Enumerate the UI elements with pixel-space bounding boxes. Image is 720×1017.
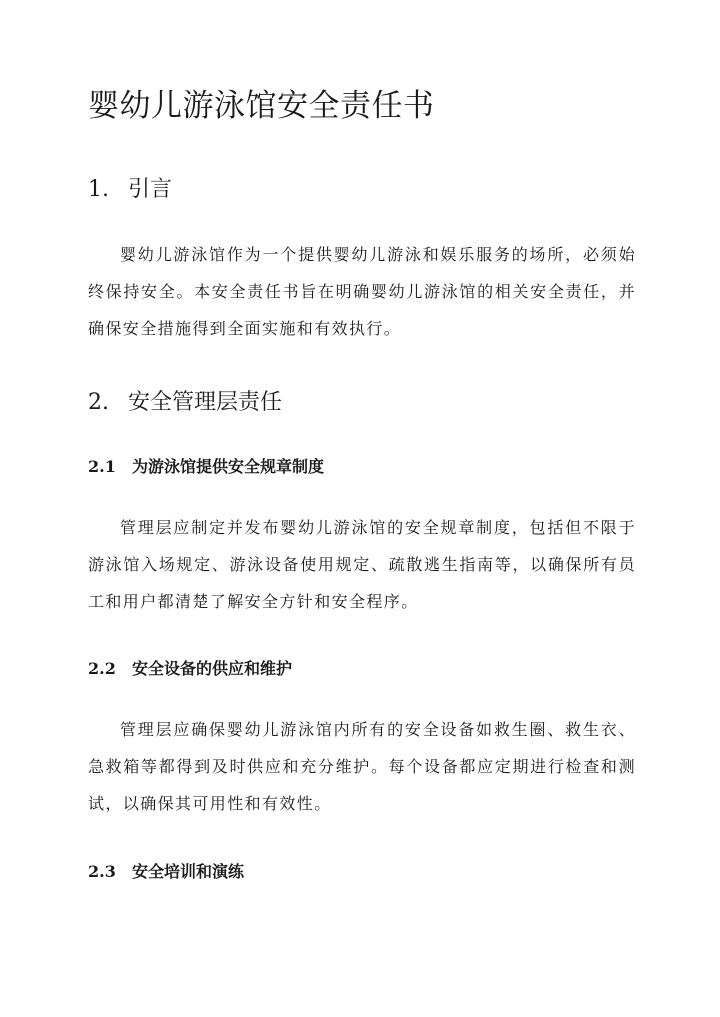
subsection-heading-rules xyxy=(88,455,324,479)
section-title: 安全管理层责任 xyxy=(128,390,283,415)
subsection-heading-equipment xyxy=(88,657,292,681)
subsection-number: 2.1 xyxy=(88,457,116,476)
subsection-number: 2.2 xyxy=(88,659,116,678)
section-heading-introduction xyxy=(88,174,172,206)
subsection-paragraph: 管理层应制定并发布婴幼儿游泳馆的安全规章制度，包括但不限于游泳馆入场规定、游泳设备使用规定、疏散逃生指南等，以确保所有员工和用户都清楚了解安全方针和安全程序。 xyxy=(88,518,636,611)
subsection-heading-training xyxy=(88,860,244,884)
subsection-title: 安全设备的供应和维护 xyxy=(132,659,293,678)
section-title: 引言 xyxy=(128,177,173,202)
section-paragraph: 婴幼儿游泳馆作为一个提供婴幼儿游泳和娱乐服务的场所，必须始终保持安全。本安全责任书旨在明确婴幼儿游泳馆的相关安全责任，并确保安全措施得到全面实施和有效执行。 xyxy=(88,245,636,338)
section-number: 1. xyxy=(88,177,109,202)
section-number: 2. xyxy=(88,390,109,415)
subsection-number: 2.3 xyxy=(88,862,116,881)
subsection-paragraph: 管理层应确保婴幼儿游泳馆内所有的安全设备如救生圈、救生衣、急救箱等都得到及时供应和充分维护。每个设备都应定期进行检查和测试，以确保其可用性和有效性。 xyxy=(88,720,636,813)
subsection-title: 安全培训和演练 xyxy=(132,862,245,881)
document-title: 婴幼儿游泳馆安全责任书 xyxy=(88,88,435,124)
section-heading-management xyxy=(88,387,282,419)
subsection-title: 为游泳馆提供安全规章制度 xyxy=(132,457,325,476)
